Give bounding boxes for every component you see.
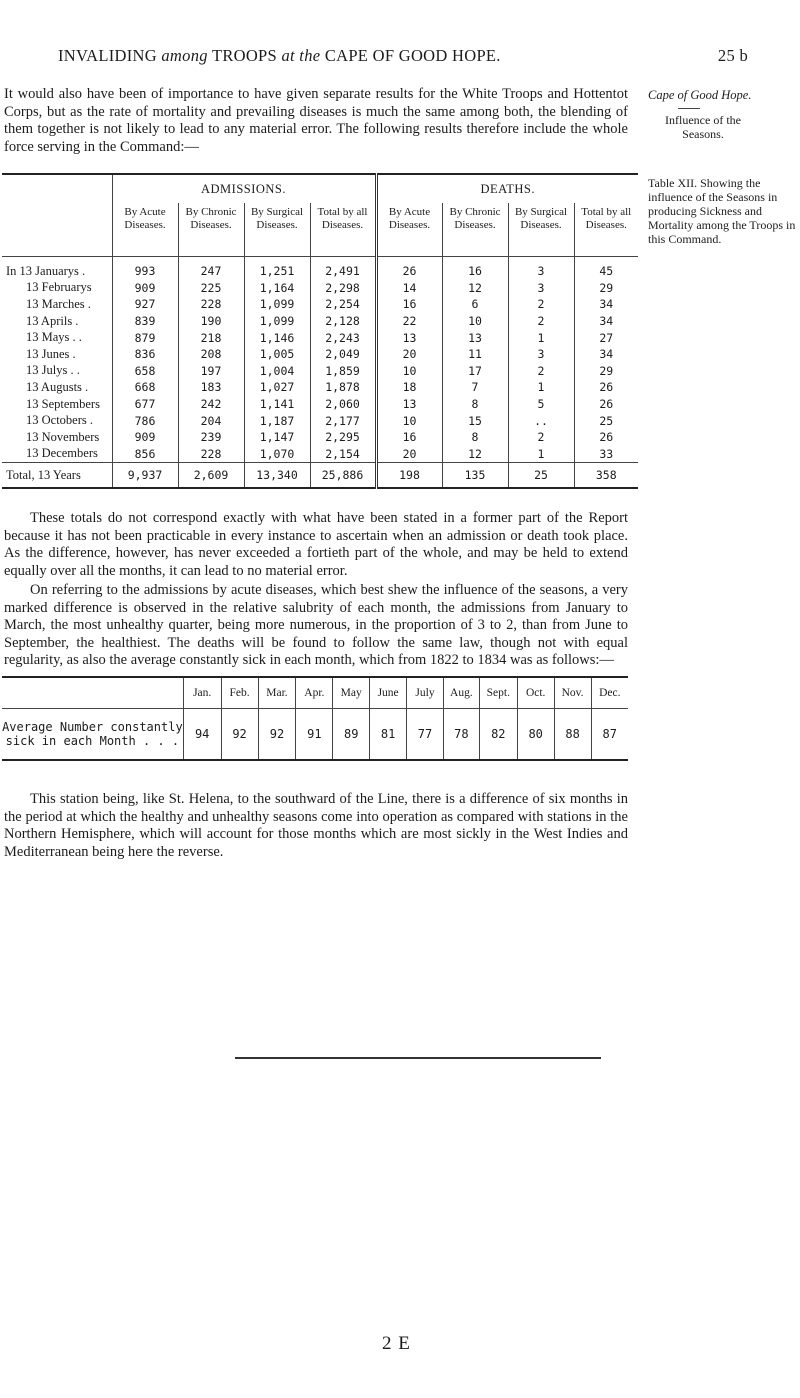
month-value: 92	[221, 709, 258, 761]
col-header: By Acute Diseases.	[376, 203, 442, 257]
avg-row-label	[2, 709, 183, 761]
table-cell: 1	[508, 329, 574, 346]
month-header: Feb.	[221, 677, 258, 709]
table-cell: 29	[574, 280, 638, 297]
table-cell: 1,070	[244, 446, 310, 463]
table-cell: 13,340	[244, 463, 310, 489]
month-value: 82	[479, 709, 517, 761]
table-cell: 247	[178, 257, 244, 280]
table-cell: 20	[376, 446, 442, 463]
table-cell: 909	[112, 429, 178, 446]
row-label: 13 Julys . .	[26, 363, 80, 378]
month-value: 89	[333, 709, 370, 761]
month-value: 81	[370, 709, 407, 761]
header-title-2: among	[161, 46, 208, 65]
table-cell: 190	[178, 313, 244, 330]
table-cell: 2,154	[310, 446, 376, 463]
table-cell: 2,177	[310, 412, 376, 429]
table-cell: 34	[574, 313, 638, 330]
table-cell: 2,295	[310, 429, 376, 446]
table-cell: 836	[112, 346, 178, 363]
table-cell: 20	[376, 346, 442, 363]
col-header: By Chronic Diseases.	[442, 203, 508, 257]
table-cell: 6	[442, 296, 508, 313]
table-row	[2, 446, 638, 463]
table-cell: 26	[376, 257, 442, 280]
row-label: 13 Marches .	[26, 296, 91, 311]
table-cell: 27	[574, 329, 638, 346]
table-cell: 5	[508, 396, 574, 413]
table-row	[2, 379, 638, 396]
table-cell: 1,027	[244, 379, 310, 396]
month-header: Jan.	[183, 677, 221, 709]
table-cell: 993	[112, 257, 178, 280]
margin-note-place	[648, 88, 796, 141]
header-title-4: at the	[281, 46, 321, 65]
table-cell: 198	[376, 463, 442, 489]
table-cell: 45	[574, 257, 638, 280]
table-cell: 208	[178, 346, 244, 363]
table-row	[2, 257, 638, 280]
table-cell: 13	[376, 396, 442, 413]
table-cell: 8	[442, 429, 508, 446]
table-cell: 1,187	[244, 412, 310, 429]
table-cell: 658	[112, 363, 178, 380]
table-cell: 228	[178, 446, 244, 463]
table-cell: 10	[376, 412, 442, 429]
table-cell: 7	[442, 379, 508, 396]
table-cell: 15	[442, 412, 508, 429]
month-header: Aug.	[443, 677, 479, 709]
table-row	[2, 280, 638, 297]
col-header: Total by all Diseases.	[310, 203, 376, 257]
table-cell: 33	[574, 446, 638, 463]
table-cell: 16	[376, 296, 442, 313]
table-cell: 10	[376, 363, 442, 380]
table-cell: 11	[442, 346, 508, 363]
margin-table-caption: Table XII. Showing the influence of the Seasons in producing Sickness and Mortality among the Troops in this Command.	[648, 176, 796, 246]
table-cell: 26	[574, 396, 638, 413]
table-cell: 29	[574, 363, 638, 380]
paragraph-seasons: On referring to the admissions by acute diseases, which best shew the influence of the seasons, a very marked difference is observed in the relative salubrity of each month, the admissions from January to March, the most unhealthy quarter, being more numerous, in the proportion of 3 to 2, than from June to September, the healthiest. The deaths will be found to follow the same law, though not with equal regularity, as also the average constantly sick in each month, which from 1822 to 1834 was as follows:—	[4, 582, 628, 668]
table-cell: 879	[112, 329, 178, 346]
table-row	[2, 346, 638, 363]
table-cell: 242	[178, 396, 244, 413]
table-row	[2, 363, 638, 380]
table-cell: 2,049	[310, 346, 376, 363]
row-label: 13 Septembers	[26, 396, 100, 411]
col-header: By Surgical Diseases.	[244, 203, 310, 257]
table-cell: 34	[574, 346, 638, 363]
row-label: Total, 13 Years	[2, 463, 112, 489]
header-title-3: TROOPS	[211, 46, 278, 65]
table-cell: 239	[178, 429, 244, 446]
table-cell: 26	[574, 379, 638, 396]
bottom-rule	[235, 1057, 601, 1059]
table-cell: 10	[442, 313, 508, 330]
table-cell: 2	[508, 313, 574, 330]
avg-row-label-line2: sick in each Month . . .	[5, 734, 180, 748]
page-number: 25 b	[717, 46, 748, 65]
row-label: 13 Augusts .	[26, 379, 89, 394]
table-cell: 3	[508, 280, 574, 297]
table-cell: 1,251	[244, 257, 310, 280]
table-cell: ..	[508, 412, 574, 429]
month-header: Nov.	[554, 677, 591, 709]
group-deaths: DEATHS.	[376, 174, 638, 203]
table-xii	[2, 173, 638, 489]
table-cell: 13	[376, 329, 442, 346]
table-cell: 14	[376, 280, 442, 297]
row-label: 13 Octobers .	[26, 413, 93, 428]
col-header: By Chronic Diseases.	[178, 203, 244, 257]
table-cell: 26	[574, 429, 638, 446]
running-header	[58, 46, 748, 66]
corner-cell-2	[2, 203, 112, 257]
table-cell: 1	[508, 379, 574, 396]
month-header: Sept.	[479, 677, 517, 709]
row-label: In 13 Januarys .	[6, 263, 86, 278]
table-cell: 9,937	[112, 463, 178, 489]
table-cell: 2,491	[310, 257, 376, 280]
table-cell: 1,147	[244, 429, 310, 446]
table-cell: 786	[112, 412, 178, 429]
month-header: Mar.	[258, 677, 296, 709]
month-header: July	[407, 677, 444, 709]
table-cell: 8	[442, 396, 508, 413]
margin-dash	[678, 108, 700, 109]
table-cell: 2	[508, 296, 574, 313]
table-cell: 3	[508, 257, 574, 280]
table-cell: 12	[442, 280, 508, 297]
table-cell: 16	[376, 429, 442, 446]
table-cell: 358	[574, 463, 638, 489]
table-cell: 2,243	[310, 329, 376, 346]
table-cell: 218	[178, 329, 244, 346]
col-header: Total by all Diseases.	[574, 203, 638, 257]
table-cell: 22	[376, 313, 442, 330]
table-row	[2, 329, 638, 346]
table-cell: 839	[112, 313, 178, 330]
table-cell: 1	[508, 446, 574, 463]
table-cell: 2	[508, 363, 574, 380]
avg-row-label-line1: Average Number constantly	[2, 720, 183, 734]
table-cell: 2,060	[310, 396, 376, 413]
month-header: Apr.	[296, 677, 333, 709]
table-cell: 927	[112, 296, 178, 313]
table-cell: 25	[574, 412, 638, 429]
month-value: 92	[258, 709, 296, 761]
table-cell: 668	[112, 379, 178, 396]
table-cell: 17	[442, 363, 508, 380]
table-row	[2, 412, 638, 429]
table-cell: 1,099	[244, 313, 310, 330]
table-row	[2, 313, 638, 330]
paragraph-hemisphere: This station being, like St. Helena, to the southward of the Line, there is a difference of six months in the period at which the healthy and unhealthy seasons come into operation as compared with stations in the Northern Hemisphere, which will account for those months which are most sickly in the West Indies and Mediterranean being here the reverse.	[4, 791, 628, 860]
month-value: 88	[554, 709, 591, 761]
average-sick-table	[2, 676, 628, 761]
paragraph-intro: It would also have been of importance to have given separate results for the White Troops and Hottentot Corps, but as the rate of mortality and prevailing diseases is much the same among both, the blending of them together is not likely to lead to any material error. The following results therefore include the whole force serving in the Command:—	[4, 86, 628, 155]
table-cell: 2,254	[310, 296, 376, 313]
table-cell: 25,886	[310, 463, 376, 489]
table-cell: 2,609	[178, 463, 244, 489]
row-label: 13 Novembers	[26, 429, 100, 444]
corner-cell-3	[2, 677, 183, 709]
table-cell: 1,141	[244, 396, 310, 413]
table-cell: 18	[376, 379, 442, 396]
table-cell: 183	[178, 379, 244, 396]
table-cell: 2,128	[310, 313, 376, 330]
table-cell: 16	[442, 257, 508, 280]
header-title-5: CAPE OF GOOD HOPE.	[324, 46, 501, 65]
month-header: May	[333, 677, 370, 709]
table-cell: 856	[112, 446, 178, 463]
corner-cell	[2, 174, 112, 203]
group-admissions: ADMISSIONS.	[112, 174, 376, 203]
table-cell: 1,859	[310, 363, 376, 380]
table-cell: 25	[508, 463, 574, 489]
table-cell: 1,004	[244, 363, 310, 380]
month-header: Dec.	[591, 677, 628, 709]
table-row	[2, 396, 638, 413]
header-title-1: INVALIDING	[58, 46, 157, 65]
table-cell: 197	[178, 363, 244, 380]
table-cell: 2	[508, 429, 574, 446]
row-label: 13 Februarys	[26, 280, 92, 295]
month-value: 94	[183, 709, 221, 761]
table-cell: 228	[178, 296, 244, 313]
row-label: 13 Junes .	[26, 346, 76, 361]
margin-influence: Influence of the Seasons.	[665, 113, 741, 141]
row-label: 13 Mays . .	[26, 330, 82, 345]
table-cell: 13	[442, 329, 508, 346]
table-cell: 2,298	[310, 280, 376, 297]
table-xii-body	[2, 257, 638, 489]
month-value: 77	[407, 709, 444, 761]
table-cell: 204	[178, 412, 244, 429]
table-cell: 12	[442, 446, 508, 463]
month-value: 87	[591, 709, 628, 761]
table-row	[2, 296, 638, 313]
table-cell: 909	[112, 280, 178, 297]
table-cell: 1,005	[244, 346, 310, 363]
month-header: Oct.	[517, 677, 554, 709]
table-cell: 677	[112, 396, 178, 413]
paragraph-totals: These totals do not correspond exactly with what have been stated in a former part of the Report because it has not been practicable in every instance to ascertain when an admission or death took place. As the difference, however, has never exceeded a fortieth part of the whole, and may be held to extend equally over all the months, it can lead to no material error.	[4, 510, 628, 579]
row-label: 13 Aprils .	[26, 313, 79, 328]
table-cell: 1,146	[244, 329, 310, 346]
month-value: 78	[443, 709, 479, 761]
margin-place: Cape of Good Hope.	[648, 88, 752, 102]
table-cell: 1,878	[310, 379, 376, 396]
month-value: 91	[296, 709, 333, 761]
row-label: 13 Decembers	[26, 446, 98, 461]
table-cell: 1,164	[244, 280, 310, 297]
col-header: By Surgical Diseases.	[508, 203, 574, 257]
table-cell: 225	[178, 280, 244, 297]
table-cell: 1,099	[244, 296, 310, 313]
month-header: June	[370, 677, 407, 709]
signature-mark: 2 E	[382, 1333, 411, 1354]
table-row	[2, 429, 638, 446]
table-cell: 3	[508, 346, 574, 363]
month-value: 80	[517, 709, 554, 761]
table-cell: 34	[574, 296, 638, 313]
table-cell: 135	[442, 463, 508, 489]
col-header: By Acute Diseases.	[112, 203, 178, 257]
table-total-row	[2, 463, 638, 489]
